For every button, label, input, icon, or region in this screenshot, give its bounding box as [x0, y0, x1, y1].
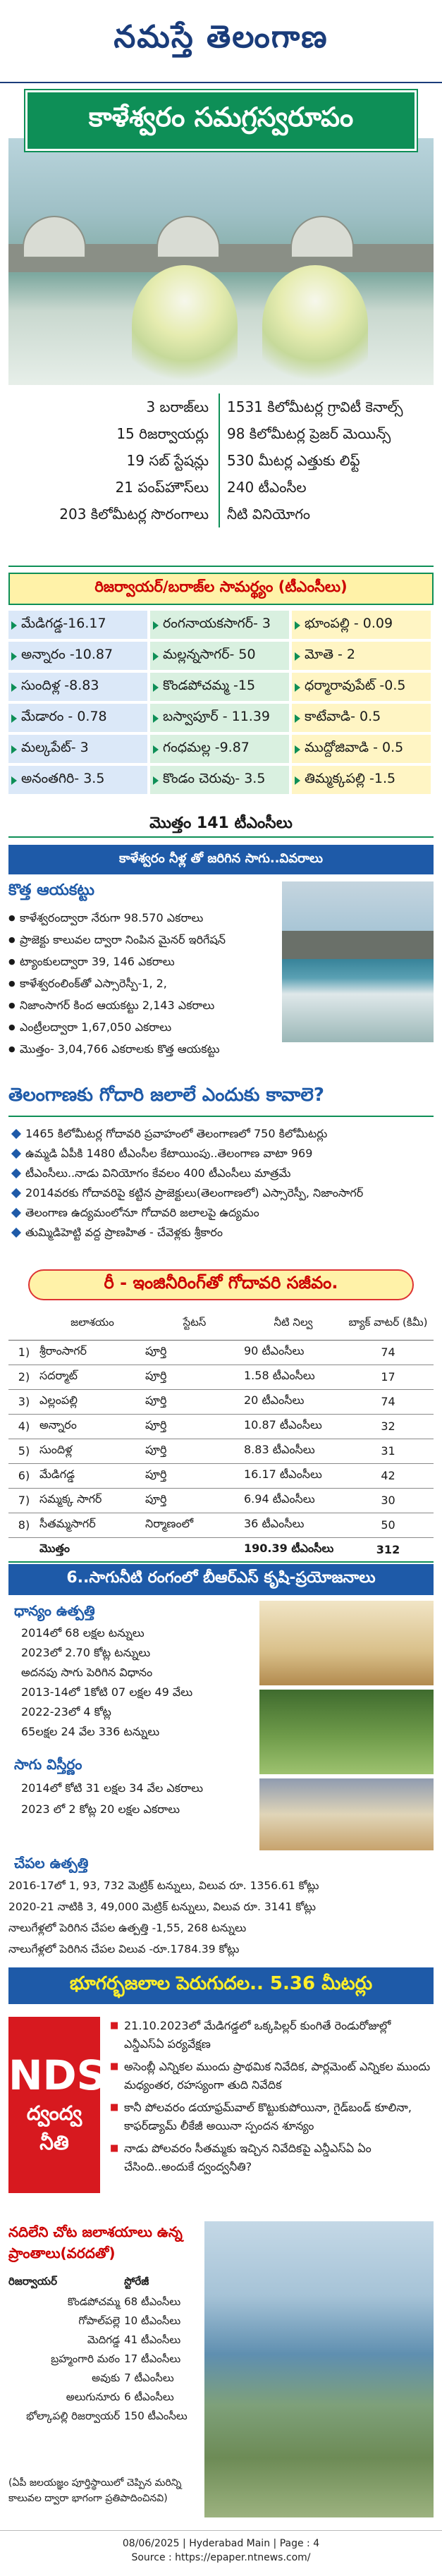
table-cell: 312: [343, 1537, 434, 1562]
irrigation-heading: కొత్త ఆయకట్టు: [8, 881, 94, 899]
ndsa-item: ■ 21.10.2023లో మేడిగడ్డలో ఒక్కపిల్లర్ కుంగితే రెండురోజుల్లో ఎన్డీఎస్ఏ పర్యవేక్షణ: [110, 2017, 434, 2053]
capacity-cell: ధర్మారావుపేట్ -0.5: [292, 673, 431, 701]
capacity-cell: సుందిళ్ల -8.83: [8, 673, 147, 701]
fishing-photo: [259, 1778, 434, 1850]
stat-item: 3 బరాజ్‌లు: [146, 398, 209, 415]
table-row: [8, 1439, 434, 1463]
table-cell: 10 టీఎంసీలు: [124, 2314, 181, 2327]
capacity-cell: బస్వాపూర్ - 11.39: [150, 704, 289, 732]
irrigation-section: [8, 881, 434, 1072]
reservoir-table: [8, 1307, 434, 1563]
sources-table: [8, 2272, 199, 2427]
stat-item: 530 మీటర్ల ఎత్తుకు లిఫ్ట్: [227, 452, 360, 469]
table-cell: 6): [8, 1463, 39, 1488]
stats-left-column: [8, 393, 220, 527]
capacity-cell: కాటేవాడి- 0.5: [292, 704, 431, 732]
water-spray: [262, 265, 368, 385]
table-cell: సదర్మాట్: [39, 1365, 145, 1389]
table-header-row: [8, 2272, 199, 2293]
paddy-line: 2022-23లో 4 కోట్ల: [21, 1705, 111, 1719]
capacity-cell: అనంతగిరి- 3.5: [8, 766, 147, 794]
stat-item: నీటి వినియోగం: [227, 506, 311, 523]
irrigation-bar: కాళేశ్వరం నీళ్ల తో జరిగిన సాగు..వివరాలు: [8, 845, 434, 874]
table-cell: 32: [343, 1414, 434, 1439]
table-cell: అన్నారం: [39, 1414, 145, 1439]
table-row: [8, 1340, 434, 1365]
ndsa-tag: [8, 2017, 138, 2193]
hero-photo: [8, 138, 434, 385]
irrigation-item: ● ఎంట్రీలద్వారా 1,67,050 ఎకరాలు: [8, 1016, 276, 1038]
table-cell: 42: [343, 1463, 434, 1488]
fish-title: చేపల ఉత్పత్తి: [14, 1855, 89, 1872]
table-cell: 50: [343, 1513, 434, 1537]
ndsa-item: ■ అసెంబ్లీ ఎన్నికల ముందు ప్రాథమిక నివేదిక, పార్లమెంట్ ఎన్నికల ముందు మధ్యంతర, రహస్యంగా తుది నివేదిక: [110, 2058, 434, 2094]
capacity-grid: [8, 611, 434, 797]
table-cell: 20 టీఎంసీలు: [244, 1389, 343, 1414]
why-item: 1465 కిలోమీటర్ల గోదావరి ప్రవాహంలో తెలంగాణలో 750 కిలోమీటర్లు: [8, 1124, 434, 1144]
capacity-row: [8, 673, 434, 701]
capacity-row: [8, 735, 434, 763]
reservoir-photo: [204, 2221, 434, 2517]
table-cell: [8, 1537, 39, 1562]
table-cell: 31: [343, 1439, 434, 1463]
stats-right-column: [227, 393, 431, 527]
bridge-shape: [282, 931, 434, 959]
column-header: స్టేటస్: [145, 1307, 244, 1340]
table-cell: ఎల్లంపల్లి: [39, 1389, 145, 1414]
table-row: [8, 1365, 434, 1389]
table-cell: పూర్తి: [145, 1340, 244, 1365]
table-cell: 8): [8, 1513, 39, 1537]
table-cell: శ్రీరాంసాగర్: [39, 1340, 145, 1365]
fish-section: [8, 1855, 434, 1960]
table-cell: అలుగునూరు: [66, 2390, 121, 2403]
column-header: [8, 1307, 39, 1340]
table-cell: 8.83 టీఎంసీలు: [244, 1439, 343, 1463]
capacity-cell: మేడారం - 0.78: [8, 704, 147, 732]
stat-item: 98 కిలోమీటర్ల ప్రెజర్ మెయిన్స్: [227, 425, 391, 442]
table-cell: 5): [8, 1439, 39, 1463]
fish-line: 2016-17లో 1, 93, 732 మెట్రిక్ టన్నులు, విలువ రూ. 1356.61 కోట్లు: [8, 1879, 319, 1892]
table-header-row: [8, 1307, 434, 1340]
stat-item: 15 రిజర్వాయర్లు: [116, 425, 209, 442]
paddy-line: 65లక్షల 24 వేల 336 టన్నులు: [21, 1725, 160, 1738]
table-cell: 36 టీఎంసీలు: [244, 1513, 343, 1537]
capacity-cell: అన్నారం -10.87: [8, 642, 147, 670]
water-spray: [132, 265, 238, 385]
table-row: [8, 2388, 199, 2407]
table-cell: 6.94 టీఎంసీలు: [244, 1488, 343, 1513]
table-cell: 1): [8, 1340, 39, 1365]
table-cell: 74: [343, 1340, 434, 1365]
ndsa-tag-big: NDSA: [8, 2051, 138, 2099]
fish-line: నాలుగేళ్లలో పెరిగిన చేపల ఉత్పత్తి -1,55, 268 టన్నులు: [8, 1922, 247, 1934]
table-cell: 16.17 టీఎంసీలు: [244, 1463, 343, 1488]
table-cell: 17: [343, 1365, 434, 1389]
fish-line: 2020-21 నాటికి 3, 49,000 మెట్రిక్ టన్నులు, విలువ రూ. 3141 కోట్లు: [8, 1900, 317, 1913]
capacity-cell: మేడిగడ్డ-16.17: [8, 611, 147, 639]
table-cell: మెదిగడ్డ: [87, 2333, 121, 2346]
page-footer: [0, 2530, 442, 2576]
why-item: 2014వరకు గోదావరిపై కట్టిన ప్రాజెక్టులు(తెలంగాణలో) ఎస్సారెస్పీ, నిజాంసాగర్: [8, 1183, 434, 1203]
column-header: నీటి నిల్వ: [244, 1307, 343, 1340]
stat-item: 240 టీఎంసీల: [227, 479, 307, 496]
paddy-line: అదనపు సాగు పెరిగిన విధానం: [21, 1666, 153, 1679]
table-cell: అవుకు: [92, 2371, 121, 2384]
capacity-heading: రిజర్వాయర్/బరాజ్‌ల సామర్థ్యం (టీఎంసీలు): [8, 573, 434, 605]
table-cell: పూర్తి: [145, 1439, 244, 1463]
table-cell: 41 టీఎంసీలు: [124, 2333, 181, 2346]
table-row: [8, 2350, 199, 2369]
table-cell: 90 టీఎంసీలు: [244, 1340, 343, 1365]
table-cell: సీతమ్మసాగర్: [39, 1513, 145, 1537]
table-row: [8, 2312, 199, 2331]
gate-dome: [290, 216, 354, 258]
capacity-cell: మోతె - 2: [292, 642, 431, 670]
capacity-cell: ముద్దోజివాడి - 0.5: [292, 735, 431, 763]
capacity-cell: మల్లన్నసాగర్- 50: [150, 642, 289, 670]
column-header: స్టోరేజీ: [124, 2275, 149, 2288]
footer-source-link[interactable]: Source : https://epaper.ntnews.com/: [131, 2552, 311, 2563]
capacity-row: [8, 611, 434, 639]
table-total-row: [8, 1537, 434, 1562]
project-stats: [8, 385, 434, 567]
groundwater-bar: భూగర్భజలాల పెరుగుదల.. 5.36 మీటర్లు: [8, 1967, 434, 2004]
capacity-row: [8, 704, 434, 732]
agriculture-heading: 6..సాగునీటి రంగంలో బీఆర్‌ఎస్ కృషి-ప్రయోజనాలు: [8, 1564, 434, 1595]
table-cell: పూర్తి: [145, 1488, 244, 1513]
table-cell: సమ్మక్క సాగర్: [39, 1488, 145, 1513]
capacity-cell: మల్కపేట్- 3: [8, 735, 147, 763]
table-cell: 3): [8, 1389, 39, 1414]
table-cell: 10.87 టీఎంసీలు: [244, 1414, 343, 1439]
gate-dome: [23, 216, 86, 258]
ndsa-tag-small: నీతి: [39, 2131, 69, 2154]
ndsa-tag-mid: ద్వంద్వ: [26, 2101, 82, 2125]
table-cell: 150 టీఎంసీలు: [124, 2409, 188, 2422]
stat-item: 19 సబ్ స్టేషన్లు: [126, 452, 209, 469]
cultivation-title: సాగు విస్తీర్ణం: [14, 1756, 82, 1773]
table-cell: 7 టీఎంసీలు: [124, 2371, 174, 2384]
sources-note: (ఏపీ జలయజ్ఞం పూర్తిస్థాయిలో చెప్పిన మరిన్ని కాలువల ద్వారా భాగంగా ప్రతిపాదించినవి): [8, 2477, 182, 2504]
why-item: తుమ్మిడిహెట్టి వద్ద ప్రాణహిత - చేవెళ్లకు శ్రీకారం: [8, 1223, 434, 1243]
masthead-title: నమస్తే తెలంగాణ: [113, 19, 329, 55]
table-cell: 2): [8, 1365, 39, 1389]
table-cell: భోల్కాపల్లి రిజర్వాయర్: [26, 2409, 121, 2422]
field-photo: [259, 1690, 434, 1774]
table-cell: పూర్తి: [145, 1463, 244, 1488]
ndsa-item: ■ నాడు పోలవరం సీతమ్మకు ఇచ్చిన నివేదికపై ఎన్డీఎస్ఏ ఏం చేసింది..అందుకే ద్వంద్వనీతి?: [110, 2139, 434, 2176]
why-godavari-list: [8, 1124, 434, 1243]
table-cell: పూర్తి: [145, 1389, 244, 1414]
table-cell: నిర్మాణంలో: [145, 1513, 244, 1537]
irrigation-item: ● నిజాంసాగర్ కింద ఆయకట్టు 2,143 ఎకరాలు: [8, 994, 276, 1016]
paddy-line: 2023లో 2.70 కోట్ల టన్నులు: [21, 1646, 151, 1659]
capacity-row: [8, 766, 434, 794]
table-cell: బ్రహ్మంగారి మఠం: [51, 2352, 121, 2365]
column-header: జలాశయం: [39, 1307, 145, 1340]
stat-item: 203 కిలోమీటర్ల సొరంగాలు: [59, 506, 209, 523]
table-row: [8, 1488, 434, 1513]
capacity-cell: కొండం చెరువు- 3.5: [150, 766, 289, 794]
table-cell: గోపాల్‌పల్లె: [78, 2314, 121, 2327]
irrigation-item: ● మొత్తం- 3,04,766 ఎకరాలకు కొత్త ఆయకట్టు: [8, 1038, 276, 1060]
irrigation-item: ● ప్రాజెక్టు కాలువల ద్వారా నింపిన మైనర్ ఇరిగేషన్: [8, 929, 276, 951]
ndsa-item: ■ కానీ పోలవరం డయాఫ్రమ్‌వాల్ కొట్టుకుపోయినా, గైడ్‌బండ్ కూలినా, కాఫర్‌డ్యామ్ లీకేజీ అయినా స్పందన శూన్యం: [110, 2099, 434, 2135]
table-cell: 7): [8, 1488, 39, 1513]
paddy-line: 2013-14లో 1కోటి 07 లక్షల 49 వేలు: [21, 1685, 193, 1699]
table-cell: 1.58 టీఎంసీలు: [244, 1365, 343, 1389]
table-cell: [145, 1537, 244, 1562]
table-cell: 30: [343, 1488, 434, 1513]
stat-item: 21 పంప్‌హౌస్‌లు: [115, 479, 209, 496]
why-godavari-heading: తెలంగాణకు గోదారి జలాలే ఎందుకు కావాలె?: [8, 1079, 434, 1117]
cultivation-line: 2014లో కోటి 31 లక్షల 34 వేల ఎకరాలు: [21, 1781, 203, 1795]
column-header: బ్యాక్ వాటర్ (కిమీ): [343, 1307, 434, 1340]
paddy-title: ధాన్యం ఉత్పత్తి: [14, 1602, 95, 1619]
capacity-cell: కొండపోచమ్మ -15: [150, 673, 289, 701]
capacity-cell: రంగనాయకసాగర్- 3: [150, 611, 289, 639]
table-row: [8, 1389, 434, 1414]
table-cell: 4): [8, 1414, 39, 1439]
table-cell: సుందిళ్ల: [39, 1439, 145, 1463]
table-cell: పూర్తి: [145, 1414, 244, 1439]
table-cell: 6 టీఎంసీలు: [124, 2390, 174, 2403]
table-row: [8, 2331, 199, 2350]
irrigation-item: ● కాళేశ్వరంలింక్‌తో ఎస్సారెస్పీ-1, 2,: [8, 972, 276, 994]
paddy-photo: [259, 1601, 434, 1685]
reengineering-heading: రీ - ఇంజినీరింగ్‌తో గోదావరి సజీవం.: [28, 1269, 414, 1300]
table-cell: 68 టీఎంసీలు: [124, 2295, 181, 2308]
capacity-cell: భూంపల్లి - 0.09: [292, 611, 431, 639]
footer-edition: 08/06/2025 | Hyderabad Main | Page : 4: [122, 2538, 320, 2549]
irrigation-item: ● ట్యాంకులద్వారా 39, 146 ఎకరాలు: [8, 951, 276, 972]
column-header: రిజర్వాయర్: [8, 2275, 57, 2288]
barrage-photo: [282, 881, 434, 1042]
table-cell: 74: [343, 1389, 434, 1414]
table-cell: మొత్తం: [39, 1537, 145, 1562]
feature-title: కాళేశ్వరం సమగ్రస్వరూపం: [88, 102, 354, 133]
masthead: [0, 0, 442, 83]
gate-dome: [156, 216, 220, 258]
table-cell: 17 టీఎంసీలు: [124, 2352, 181, 2365]
capacity-cell: గంధమల్ల -9.87: [150, 735, 289, 763]
irrigation-list: [8, 881, 276, 1060]
why-item: ఉమ్మడి ఏపీకి 1480 టీఎంసీల కేటాయింపు..తెలంగాణ వాటా 969: [8, 1144, 434, 1164]
ndsa-list: [110, 2017, 434, 2180]
table-row: [8, 1513, 434, 1537]
cultivation-line: 2023 లో 2 కోట్ల 20 లక్షల ఎకరాలు: [21, 1802, 180, 1816]
table-cell: మేడిగడ్డ: [39, 1463, 145, 1488]
why-item: టీఎంసీలు..నాడు వినియోగం కేవలం 400 టీఎంసీలు మాత్రమే: [8, 1164, 434, 1183]
sources-heading: నదిలేని చోట జలాశయాలు ఉన్న ప్రాంతాలు(వరదతో): [8, 2223, 183, 2261]
table-row: [8, 2293, 199, 2312]
table-row: [8, 2407, 199, 2427]
why-item: తెలంగాణ ఉద్యమంలోనూ గోదావరి జలాలపై ఉద్యమం: [8, 1203, 434, 1223]
irrigation-item: ● కాళేశ్వరంద్వారా నేరుగా 98.570 ఎకరాలు: [8, 907, 276, 929]
fish-line: నాలుగేళ్లలో పెరిగిన చేపల విలువ -రూ.1784.39 కోట్లు: [8, 1943, 240, 1955]
paddy-line: 2014లో 68 లక్షల టన్నులు: [21, 1626, 145, 1640]
capacity-total: మొత్తం 141 టీఎంసీలు: [8, 810, 434, 838]
capacity-cell: తిమ్మక్కపల్లి -1.5: [292, 766, 431, 794]
table-cell: కొండపోచమ్మ: [67, 2295, 121, 2308]
capacity-row: [8, 642, 434, 670]
table-row: [8, 1414, 434, 1439]
stat-item: 1531 కిలోమీటర్ల గ్రావిటీ కెనాల్స్: [227, 398, 403, 415]
feature-title-banner: [25, 90, 417, 151]
table-cell: 190.39 టీఎంసీలు: [244, 1537, 343, 1562]
table-row: [8, 2369, 199, 2388]
table-row: [8, 1463, 434, 1488]
table-cell: పూర్తి: [145, 1365, 244, 1389]
